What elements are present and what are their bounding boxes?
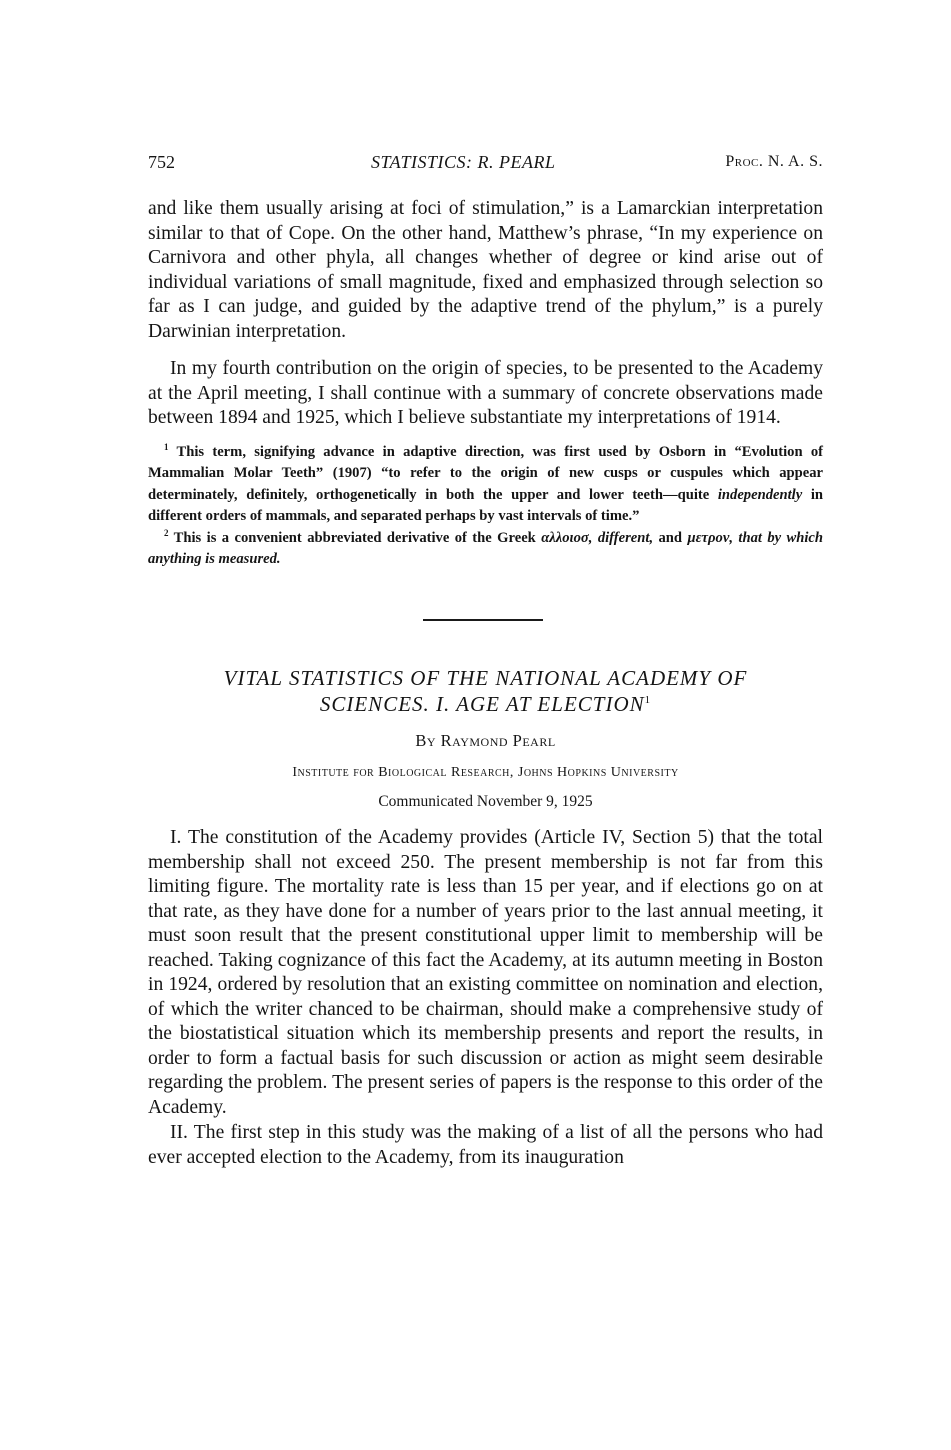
- article-title-line-2-text: SCIENCES. I. AGE AT ELECTION: [319, 692, 645, 717]
- footnote-1-italic: independently: [717, 486, 803, 503]
- page-number: 752: [148, 152, 175, 172]
- second-paragraph: In my fourth contribution on the origin of species, to be presented to the Academy at the April meeting, I shall continue with a summary of concrete observations made between 1894 and 1925, which I believe substantiate my interpretations of 1914.: [148, 358, 823, 428]
- document-page: [148, 150, 823, 1170]
- footnote-2-greek-1: αλλοιοσ,: [541, 529, 593, 546]
- footnote-1-mark: 1: [164, 441, 169, 452]
- footnote-1-text-b: in different orders of mammals, and separated perhaps by vast intervals of time.”: [148, 486, 823, 525]
- footnote-1: [148, 442, 823, 528]
- article-title: [148, 665, 823, 717]
- article-title-line-1: VITAL STATISTICS OF THE NATIONAL ACADEMY OF: [223, 666, 748, 691]
- footnote-2-word-1: different,: [592, 529, 654, 546]
- body-paragraph-2: II. The first step in this study was the making of a list of all the persons who had ever accepted election to the Academy, from its inauguration: [148, 1122, 823, 1168]
- body-paragraph-1: I. The constitution of the Academy provides (Article IV, Section 5) that the total membership shall not exceed 250. The present membership is not far from this limiting figure. The mortality rate is less than 15 per year, and if elections go on at that rate, as they have done for a number of years prior to the last annual meeting, it must soon result that the present constitutional upper limit to membership will be reached. Taking cognizance of this fact the Academy, at its autumn meeting in Boston in 1924, ordered by resolution that an existing committee on nomination and election, of which the writer chanced to be chairman, should make a comprehensive study of the biostatistical situation which its membership presents and report the results, in order to form a factual basis for such discussion or action as might seem desirable regarding the problem. The present series of papers is the response to this order of the Academy.: [148, 827, 823, 1118]
- footnote-2-text-b: and: [653, 529, 688, 546]
- footnote-2-greek-2: μετρον,: [687, 529, 733, 546]
- footnote-2-text-a: This is a convenient abbreviated derivative of the Greek: [173, 529, 542, 546]
- footnotes: [148, 442, 823, 572]
- section-divider: [423, 619, 543, 621]
- running-title: STATISTICS: R. PEARL: [371, 152, 556, 172]
- footnote-2: [148, 528, 823, 571]
- author-byline: By Raymond Pearl: [415, 731, 556, 751]
- footnote-2-text-c: that by which anything is measured.: [148, 529, 824, 568]
- author-affiliation: Institute for Biological Research, Johns Hopkins University: [292, 765, 679, 781]
- footnote-2-mark: 2: [164, 528, 169, 539]
- footnote-1-text-a: This term, signifying advance in adaptive direction, was first used by Osborn in “Evolution of Mammalian Molar Teeth” (1907) “to refer to the origin of new cusps or cuspules which appear determinately, definitely, orthogenetically in both the upper and lower teeth—quite: [148, 443, 823, 503]
- journal-abbreviation: Proc. N. A. S.: [725, 153, 823, 170]
- page-header: [148, 150, 823, 180]
- article-title-line-2: [148, 691, 823, 717]
- continued-paragraph: and like them usually arising at foci of stimulation,” is a Lamarckian interpretation similar to that of Cope. On the other hand, Matthew’s phrase, “In my experience on Carnivora and other phyla, all changes whether of degree or kind arise out of individual variations of small magnitude, fixed and emphasized through selection so far as I can judge, and guided by the adaptive trend of the phylum,” is a purely Darwinian interpretation.: [148, 198, 823, 342]
- article-title-footnote-mark: 1: [644, 694, 652, 707]
- communicated-date: Communicated November 9, 1925: [378, 793, 593, 811]
